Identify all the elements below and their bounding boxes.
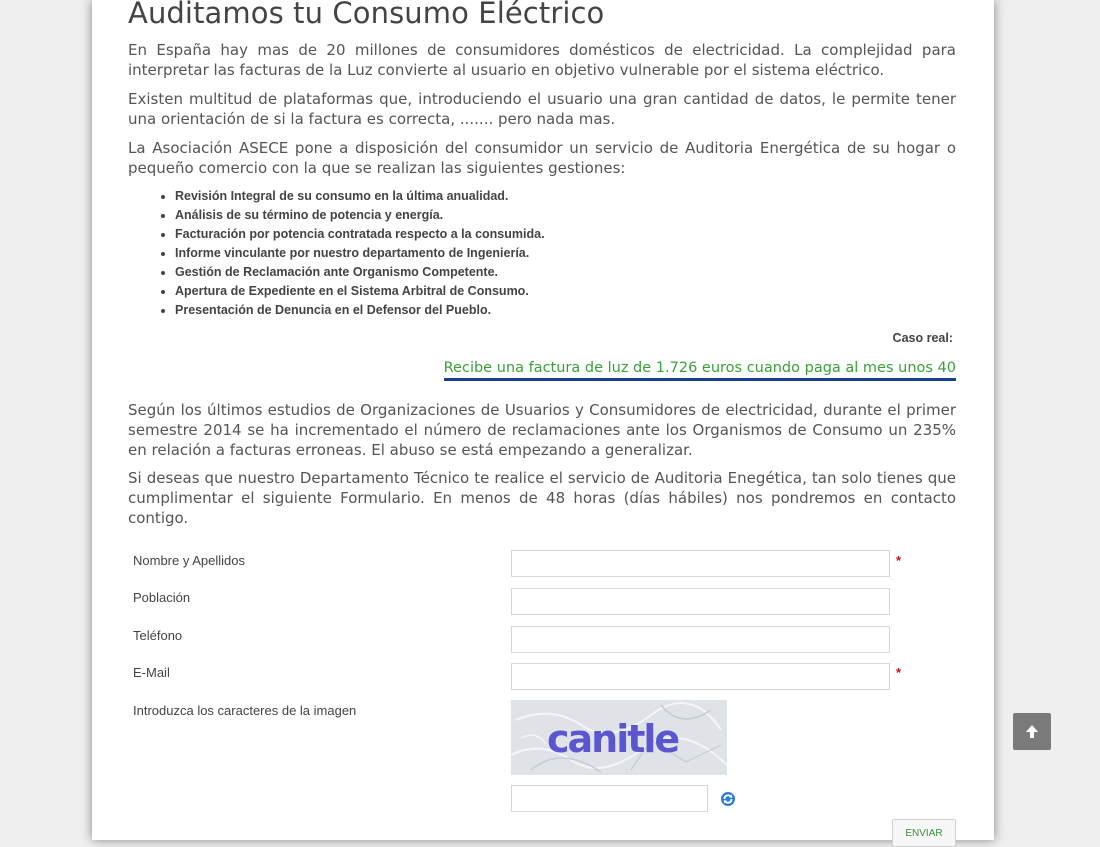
required-marker: * [896, 665, 902, 680]
nombre-label: Nombre y Apellidos [133, 553, 245, 568]
list-item: • Informe vinculante por nuestro departamento de Ingeniería. [175, 244, 545, 263]
platforms-paragraph: Existen multitud de plataformas que, introduciendo el usuario una gran cantidad de datos, le permite tener una orientación de si la factura es correcta, ....... pero nada mas. [128, 90, 956, 128]
list-item: • Gestión de Reclamación ante Organismo Competente. [175, 263, 545, 282]
captcha-input[interactable] [511, 785, 708, 812]
asece-paragraph: La Asociación ASECE pone a disposición del consumidor un servicio de Auditoria Energética de su hogar o pequeño comercio con la que se realizan las siguientes gestiones: [128, 139, 956, 177]
poblacion-label: Población [133, 590, 191, 605]
captcha-text: canitle [547, 717, 679, 761]
caso-real-label: Caso real: [892, 331, 953, 345]
email-label: E-Mail [133, 665, 170, 680]
gestiones-list [128, 187, 545, 320]
email-input[interactable] [511, 663, 890, 690]
arrow-up-icon [1013, 735, 1051, 754]
submit-button[interactable]: ENVIAR [892, 819, 956, 847]
required-marker: * [896, 553, 902, 568]
list-item: • Análisis de su término de potencia y energía. [175, 206, 545, 225]
telefono-label: Teléfono [133, 628, 183, 643]
page-container [92, 0, 994, 840]
page-title: Auditamos tu Consumo Eléctrico [128, 0, 605, 30]
estudios-paragraph: Según los últimos estudios de Organizaciones de Usuarios y Consumidores de electricidad, durante el primer semestre 2014 se ha incrementado el número de reclamaciones ante los Organismos de Consumo un 235% en relación a facturas erroneas. El abuso se está empezando a generalizar. [128, 401, 956, 459]
list-item: • Presentación de Denuncia en el Defensor del Pueblo. [175, 301, 545, 320]
captcha-label: Introduzca los caracteres de la imagen [133, 703, 357, 718]
list-item: • Revisión Integral de su consumo en la última anualidad. [175, 187, 545, 206]
caso-real-link[interactable]: Recibe una factura de luz de 1.726 euros cuando paga al mes unos 40 [444, 359, 956, 381]
nombre-input[interactable] [511, 550, 890, 577]
intro-paragraph: En España hay mas de 20 millones de consumidores domésticos de electricidad. La complejidad para interpretar las facturas de la Luz convierte al usuario en objetivo vulnerable por el sistema eléctrico. [128, 41, 956, 79]
back-to-top-button[interactable] [1013, 713, 1051, 750]
list-item: • Apertura de Expediente en el Sistema Arbitral de Consumo. [175, 282, 545, 301]
captcha-image [511, 700, 727, 775]
formulario-paragraph: Si deseas que nuestro Departamento Técnico te realice el servicio de Auditoria Enegética, tan solo tienes que cumplimentar el siguiente Formulario. En menos de 48 horas (días hábiles) nos pondremos en contacto contigo. [128, 469, 956, 527]
poblacion-input[interactable] [511, 588, 890, 615]
list-item: • Facturación por potencia contratada respecto a la consumida. [175, 225, 545, 244]
refresh-icon[interactable] [720, 791, 736, 807]
telefono-input[interactable] [511, 626, 890, 653]
